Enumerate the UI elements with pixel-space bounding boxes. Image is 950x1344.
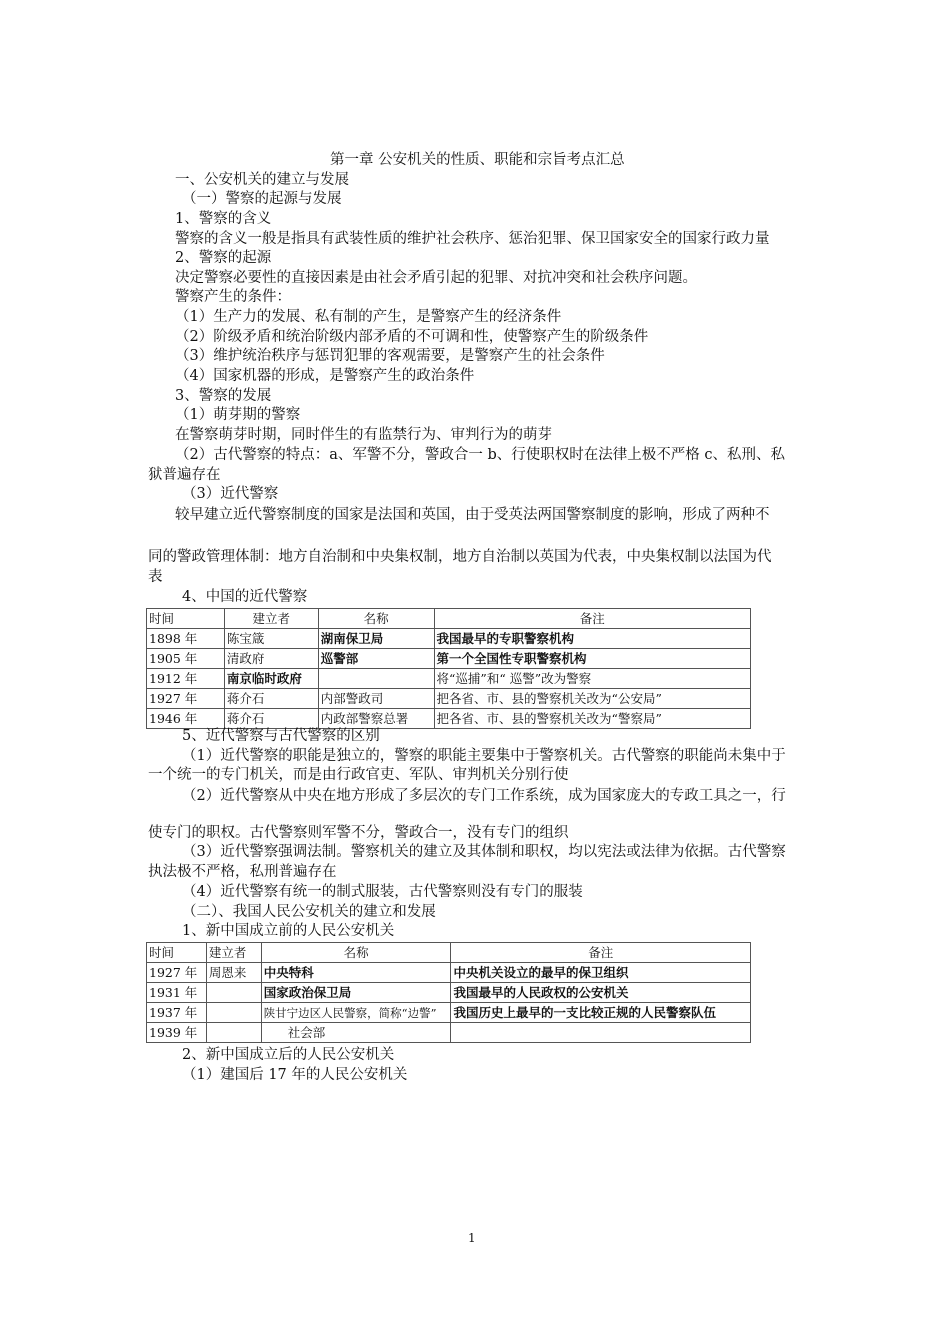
item-heading: 1、警察的含义 <box>175 211 272 227</box>
paragraph: （2）近代警察从中央在地方形成了多层次的专门工作系统，成为国家庞大的专政工具之一，行 <box>182 788 786 804</box>
header-cell: 时间 <box>147 943 207 963</box>
paragraph: 较早建立近代警察制度的国家是法国和英国，由于受英法两国警察制度的影响，形成了两种不 <box>175 507 770 523</box>
table-row <box>147 689 751 709</box>
paragraph: 狱普遍存在 <box>148 467 221 483</box>
table-cell: 1946 年 <box>147 709 225 729</box>
table-header-row <box>147 609 751 629</box>
item-heading: 2、警察的起源 <box>175 250 272 266</box>
paragraph: 在警察萌芽时期，同时伴生的有监禁行为、审判行为的萌芽 <box>175 427 552 443</box>
table-cell: 1927 年 <box>147 689 225 709</box>
list-item: （1）建国后 17 年的人民公安机关 <box>182 1067 408 1083</box>
table-cell: 1898 年 <box>147 629 225 649</box>
subsection-heading: （一）警察的起源与发展 <box>182 191 342 207</box>
item-heading: 1、新中国成立前的人民公安机关 <box>182 923 395 939</box>
list-item: （3）近代警察 <box>182 486 279 502</box>
document-title: 第一章 公安机关的性质、职能和宗旨考点汇总 <box>330 152 625 168</box>
section-heading: 一、公安机关的建立与发展 <box>175 172 349 188</box>
subsection-heading: （二）、我国人民公安机关的建立和发展 <box>182 904 436 920</box>
table-row <box>147 1023 751 1043</box>
item-heading: 4、中国的近代警察 <box>182 589 308 605</box>
table-cell: 陈宝箴 <box>224 629 318 649</box>
table-header-row <box>147 943 751 963</box>
table-cell: 1912 年 <box>147 669 225 689</box>
paragraph: （1）近代警察的职能是独立的，警察的职能主要集中于警察机关。古代警察的职能尚未集中于 <box>182 748 786 764</box>
header-cell: 名称 <box>261 943 451 963</box>
table-cell: 清政府 <box>224 649 318 669</box>
table-cell: 中央机关设立的最早的保卫组织 <box>451 963 751 983</box>
table-cell <box>318 669 434 689</box>
table-cell <box>206 1023 261 1043</box>
header-cell: 时间 <box>147 609 225 629</box>
paragraph: 执法极不严格，私刑普遍存在 <box>148 864 337 880</box>
table-row <box>147 983 751 1003</box>
list-item: （1）萌芽期的警察 <box>175 407 301 423</box>
modern-police-table <box>146 608 751 729</box>
table-cell: 内部警政司 <box>318 689 434 709</box>
page-number: 1 <box>468 1231 476 1245</box>
table-cell: 湖南保卫局 <box>318 629 434 649</box>
table-cell: 蒋介石 <box>224 709 318 729</box>
header-cell: 备注 <box>434 609 750 629</box>
table-cell: 中央特科 <box>261 963 451 983</box>
table-row <box>147 1003 751 1023</box>
table-cell <box>206 983 261 1003</box>
table-cell: 1939 年 <box>147 1023 207 1043</box>
table-cell: 巡警部 <box>318 649 434 669</box>
paragraph: 警察的含义一般是指具有武装性质的维护社会秩序、惩治犯罪、保卫国家安全的国家行政力量 <box>175 231 770 247</box>
table-cell: 1937 年 <box>147 1003 207 1023</box>
table-row <box>147 649 751 669</box>
paragraph: 表 <box>148 569 163 585</box>
table-cell: 我国最早的专职警察机构 <box>434 629 750 649</box>
list-item: （2）阶级矛盾和统治阶级内部矛盾的不可调和性，使警察产生的阶级条件 <box>175 329 649 345</box>
table-cell: 我国最早的人民政权的公安机关 <box>451 983 751 1003</box>
item-heading: 5、近代警察与古代警察的区别 <box>182 728 380 744</box>
table-row <box>147 629 751 649</box>
header-cell: 建立者 <box>206 943 261 963</box>
paragraph: 警察产生的条件： <box>175 289 291 305</box>
table-cell: 我国历史上最早的一支比较正规的人民警察队伍 <box>451 1003 751 1023</box>
table-cell: 蒋介石 <box>224 689 318 709</box>
paragraph: 一个统一的专门机关，而是由行政官吏、军队、审判机关分别行使 <box>148 767 569 783</box>
table-cell: 1927 年 <box>147 963 207 983</box>
header-cell: 名称 <box>318 609 434 629</box>
table-cell <box>451 1023 751 1043</box>
header-cell: 建立者 <box>224 609 318 629</box>
table-cell: 南京临时政府 <box>224 669 318 689</box>
table-cell: 1931 年 <box>147 983 207 1003</box>
item-heading: 3、警察的发展 <box>175 388 272 404</box>
table-cell: 社会部 <box>261 1023 451 1043</box>
table-row <box>147 709 751 729</box>
table-cell: 把各省、市、县的警察机关改为“公安局” <box>434 689 750 709</box>
paragraph: 使专门的职权。古代警察则军警不分，警政合一，没有专门的组织 <box>148 825 569 841</box>
table-cell: 第一个全国性专职警察机构 <box>434 649 750 669</box>
table-cell <box>206 1003 261 1023</box>
paragraph: 决定警察必要性的直接因素是由社会矛盾引起的犯罪、对抗冲突和社会秩序问题。 <box>175 270 697 286</box>
list-item: （1）生产力的发展、私有制的产生，是警察产生的经济条件 <box>175 309 562 325</box>
header-cell: 备注 <box>451 943 751 963</box>
people-police-table <box>146 942 751 1043</box>
list-item: （4）国家机器的形成，是警察产生的政治条件 <box>175 368 475 384</box>
table-row <box>147 963 751 983</box>
table-cell: 国家政治保卫局 <box>261 983 451 1003</box>
table-cell: 内政部警察总署 <box>318 709 434 729</box>
table-cell: 1905 年 <box>147 649 225 669</box>
table-cell: 周恩来 <box>206 963 261 983</box>
table-cell: 将“巡捕”和“ 巡警”改为警察 <box>434 669 750 689</box>
table-row <box>147 669 751 689</box>
item-heading: 2、新中国成立后的人民公安机关 <box>182 1047 395 1063</box>
paragraph: （2）古代警察的特点：a、军警不分，警政合一 b、行使职权时在法律上极不严格 c、私刑、私 <box>175 447 785 463</box>
paragraph: （4）近代警察有统一的制式服装，古代警察则没有专门的服装 <box>182 884 583 900</box>
table-cell: 陕甘宁边区人民警察，简称“边警” <box>261 1003 451 1023</box>
paragraph: （3）近代警察强调法制。警察机关的建立及其体制和职权，均以宪法或法律为依据。古代警察 <box>182 844 786 860</box>
list-item: （3）维护统治秩序与惩罚犯罪的客观需要，是警察产生的社会条件 <box>175 348 605 364</box>
table-cell: 把各省、市、县的警察机关改为“警察局” <box>434 709 750 729</box>
paragraph: 同的警政管理体制：地方自治制和中央集权制，地方自治制以英国为代表，中央集权制以法国为代 <box>148 549 772 565</box>
